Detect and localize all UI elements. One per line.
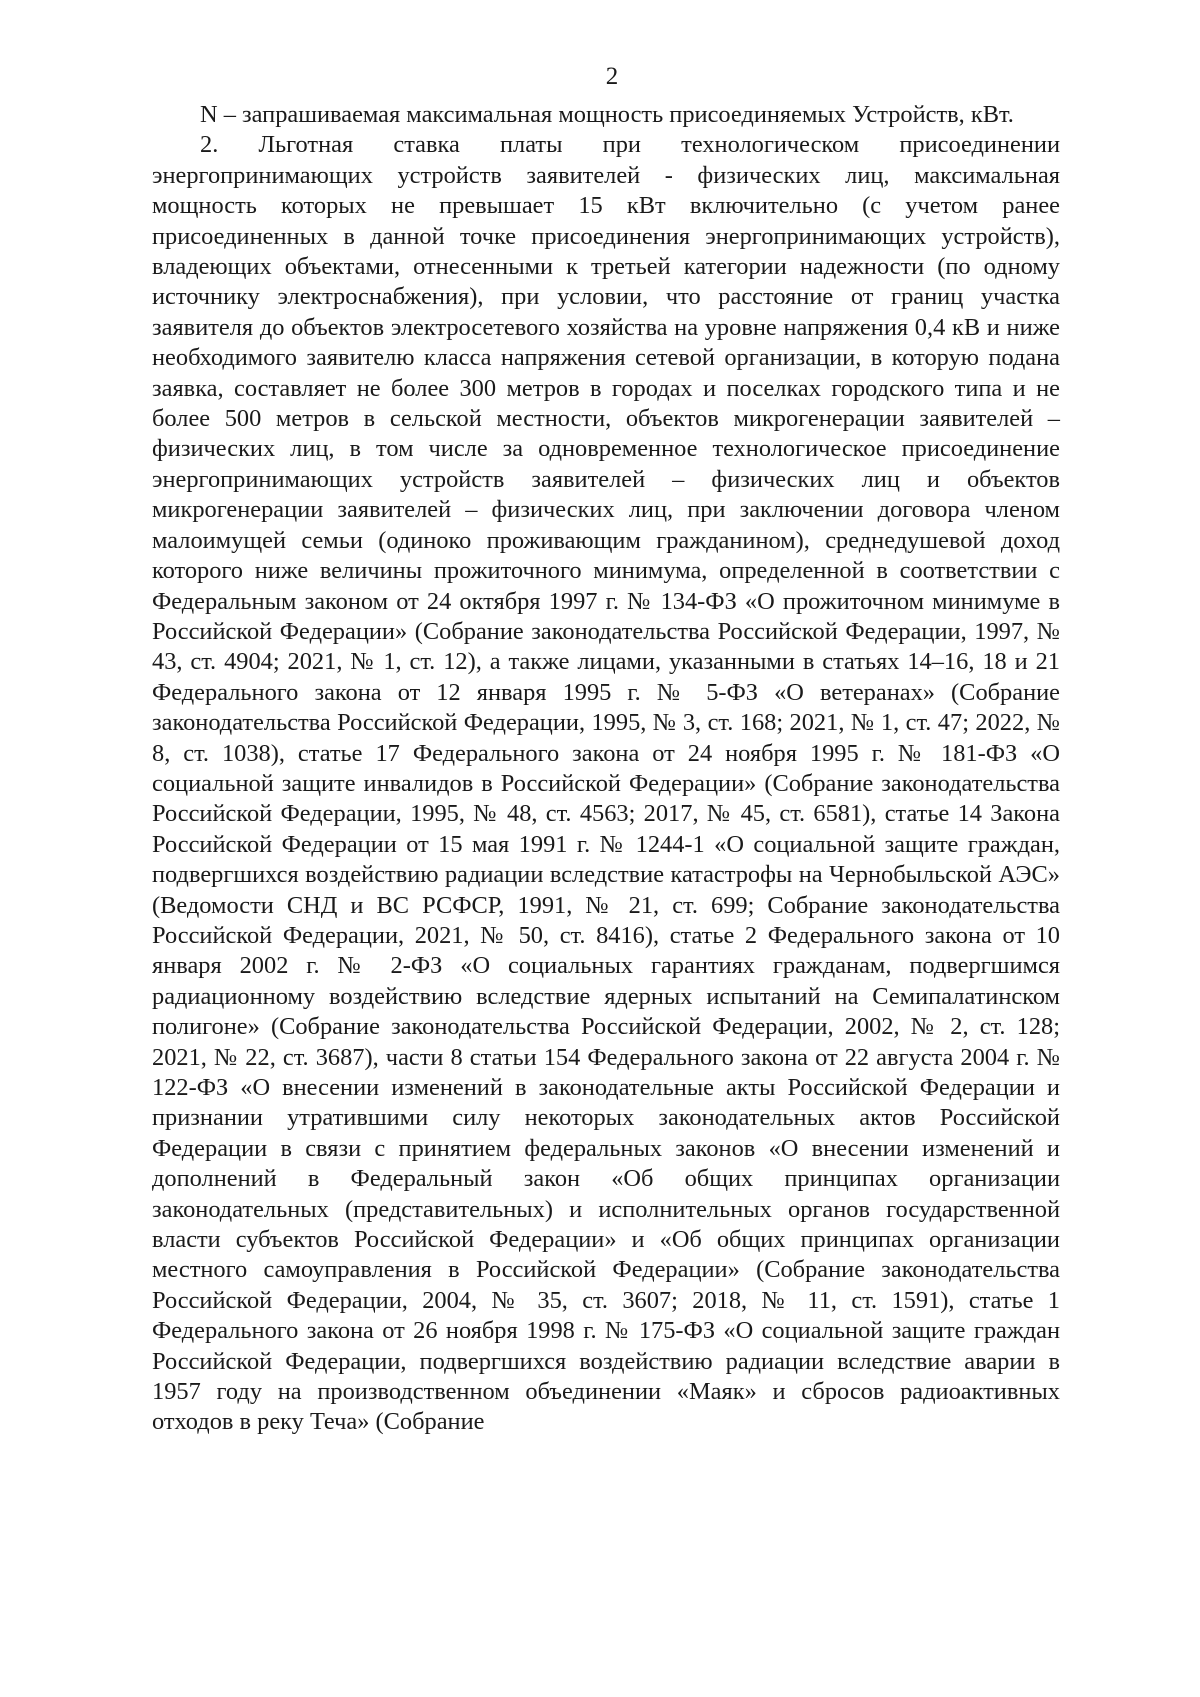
document-body [152, 100, 1060, 1438]
page-number: 2 [605, 63, 619, 90]
paragraph-power-definition: N – запрашиваемая максимальная мощность присоединяемых Устройств, кВт. [200, 101, 1014, 128]
paragraph-preferential-rate: 2. Льготная ставка платы при технологическом присоединении энергопринимающих устройств заявителей - физических лиц, максимальная мощность которых не превышает 15 кВт включительно (с учетом ранее присоединенных в данной точке присоединения энергопринимающих устройств), владеющих объектами, отнесенными к третьей категории надежности (по одному источнику электроснабжения), при условии, что расстояние от границ участка заявителя до объектов электросетевого хозяйства на уровне напряжения 0,4 кВ и ниже необходимого заявителю класса напряжения сетевой организации, в которую подана заявка, составляет не более 300 метров в городах и поселках городского типа и не более 500 метров в сельской местности, объектов микрогенерации заявителей – физических лиц, в том числе за одновременное технологическое присоединение энергопринимающих устройств заявителей – физических лиц и объектов микрогенерации заявителей – физических лиц, при заключении договора членом малоимущей семьи (одиноко проживающим гражданином), среднедушевой доход которого ниже величины прожиточного минимума, определенной в соответствии с Федеральным законом от 24 октября 1997 г. № 134-ФЗ «О прожиточном минимуме в Российской Федерации» (Собрание законодательства Российской Федерации, 1997, № 43, ст. 4904; 2021, № 1, ст. 12), а также лицами, указанными в статьях 14–16, 18 и 21 Федерального закона от 12 января 1995 г. № 5-ФЗ «О ветеранах» (Собрание законодательства Российской Федерации, 1995, № 3, ст. 168; 2021, № 1, ст. 47; 2022, № 8, ст. 1038), статье 17 Федерального закона от 24 ноября 1995 г. № 181-ФЗ «О социальной защите инвалидов в Российской Федерации» (Собрание законодательства Российской Федерации, 1995, № 48, ст. 4563; 2017, № 45, ст. 6581), статье 14 Закона Российской Федерации от 15 мая 1991 г. № 1244-1 «О социальной защите граждан, подвергшихся воздействию радиации вследствие катастрофы на Чернобыльской АЭС» (Ведомости СНД и ВС РСФСР, 1991, № 21, ст. 699; Собрание законодательства Российской Федерации, 2021, № 50, ст. 8416), статье 2 Федерального закона от 10 января 2002 г. № 2-ФЗ «О социальных гарантиях гражданам, подвергшимся радиационному воздействию вследствие ядерных испытаний на Семипалатинском полигоне» (Собрание законодательства Российской Федерации, 2002, № 2, ст. 128; 2021, № 22, ст. 3687), части 8 статьи 154 Федерального закона от 22 августа 2004 г. № 122-ФЗ «О внесении изменений в законодательные акты Российской Федерации и признании утратившими силу некоторых законодательных актов Российской Федерации в связи с принятием федеральных законов «О внесении изменений и дополнений в Федеральный закон «Об общих принципах организации законодательных (представительных) и исполнительных органов государственной власти субъектов Российской Федерации» и «Об общих принципах организации местного самоуправления в Российской Федерации» (Собрание законодательства Российской Федерации, 2004, № 35, ст. 3607; 2018, № 11, ст. 1591), статье 1 Федерального закона от 26 ноября 1998 г. № 175-ФЗ «О социальной защите граждан Российской Федерации, подвергшихся воздействию радиации вследствие аварии в 1957 году на производственном объединении «Маяк» и сбросов радиоактивных отходов в реку Теча» (Собрание [152, 131, 1060, 1436]
